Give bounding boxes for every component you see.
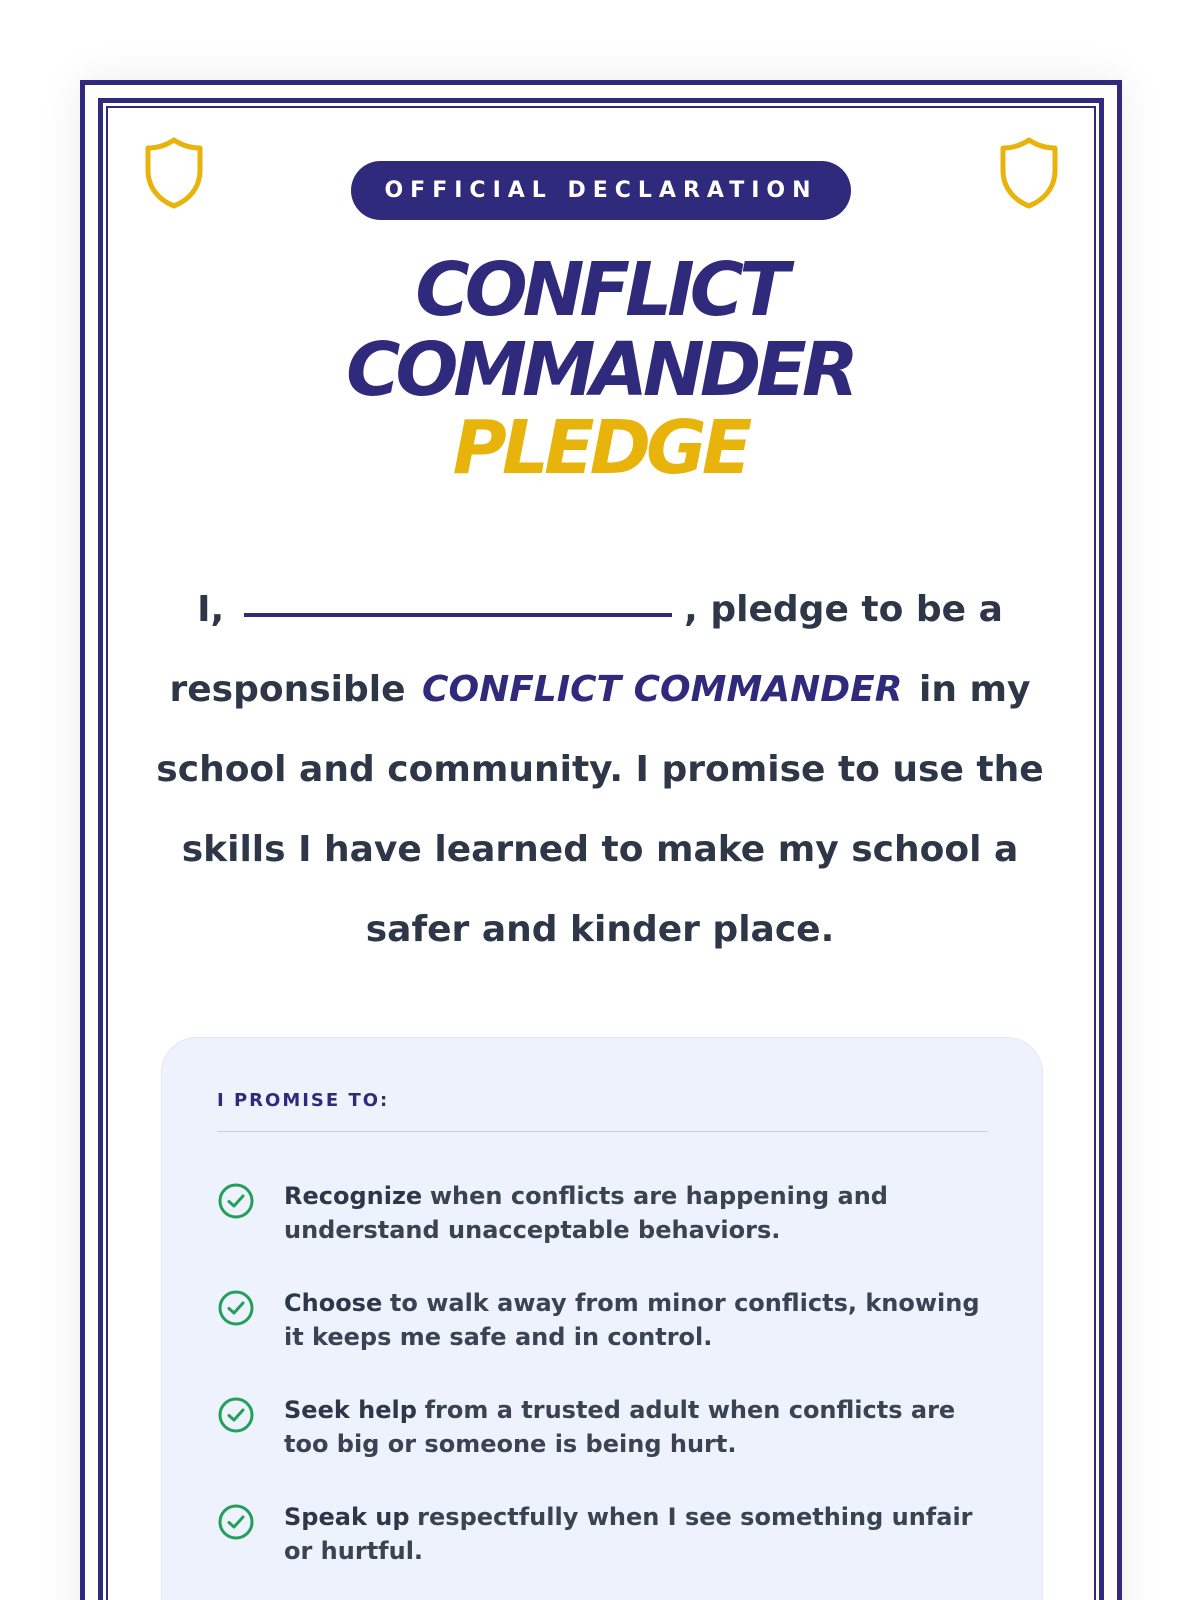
check-circle-icon <box>217 1289 255 1327</box>
promise-description: from a trusted adult when conflicts are too big or someone is being hurt. <box>284 1396 956 1458</box>
title-line-commander: COMMANDER <box>346 327 854 413</box>
promise-heading: I PROMISE TO: <box>217 1090 390 1111</box>
name-blank-line[interactable] <box>244 613 672 617</box>
promise-divider <box>217 1131 988 1132</box>
promise-keyword: Speak up <box>284 1503 410 1531</box>
pledge-emphasis: CONFLICT COMMANDER <box>422 669 903 710</box>
check-circle-icon <box>217 1182 255 1220</box>
promise-keyword: Recognize <box>284 1182 423 1210</box>
check-circle-icon <box>217 1503 255 1541</box>
promise-keyword: Seek help <box>284 1396 417 1424</box>
promise-text <box>284 1500 994 1568</box>
shield-icon <box>143 136 205 210</box>
promise-panel <box>161 1037 1043 1600</box>
promise-text <box>284 1286 994 1354</box>
check-circle-icon <box>217 1396 255 1434</box>
title-line-pledge: PLEDGE <box>452 405 748 491</box>
pledge-closing: in my school and community. I promise to use the skills I have learned to make my school a safer and kinder place. <box>156 669 1044 950</box>
promise-text <box>284 1179 994 1247</box>
pledge-after-blank: , pledge to be a responsible <box>169 589 1003 710</box>
shield-icon <box>998 136 1060 210</box>
pledge-intro: I, <box>197 589 225 630</box>
promise-text <box>284 1393 994 1461</box>
official-declaration-badge: OFFICIAL DECLARATION <box>351 161 851 220</box>
promise-description: to walk away from minor conflicts, knowing it keeps me safe and in control. <box>284 1289 980 1351</box>
promise-description: respectfully when I see something unfair or hurtful. <box>284 1503 973 1565</box>
promise-keyword: Choose <box>284 1289 383 1317</box>
pledge-statement <box>150 570 1050 970</box>
title-line-conflict: CONFLICT <box>415 247 785 333</box>
promise-description: when conflicts are happening and understand unacceptable behaviors. <box>284 1182 888 1244</box>
